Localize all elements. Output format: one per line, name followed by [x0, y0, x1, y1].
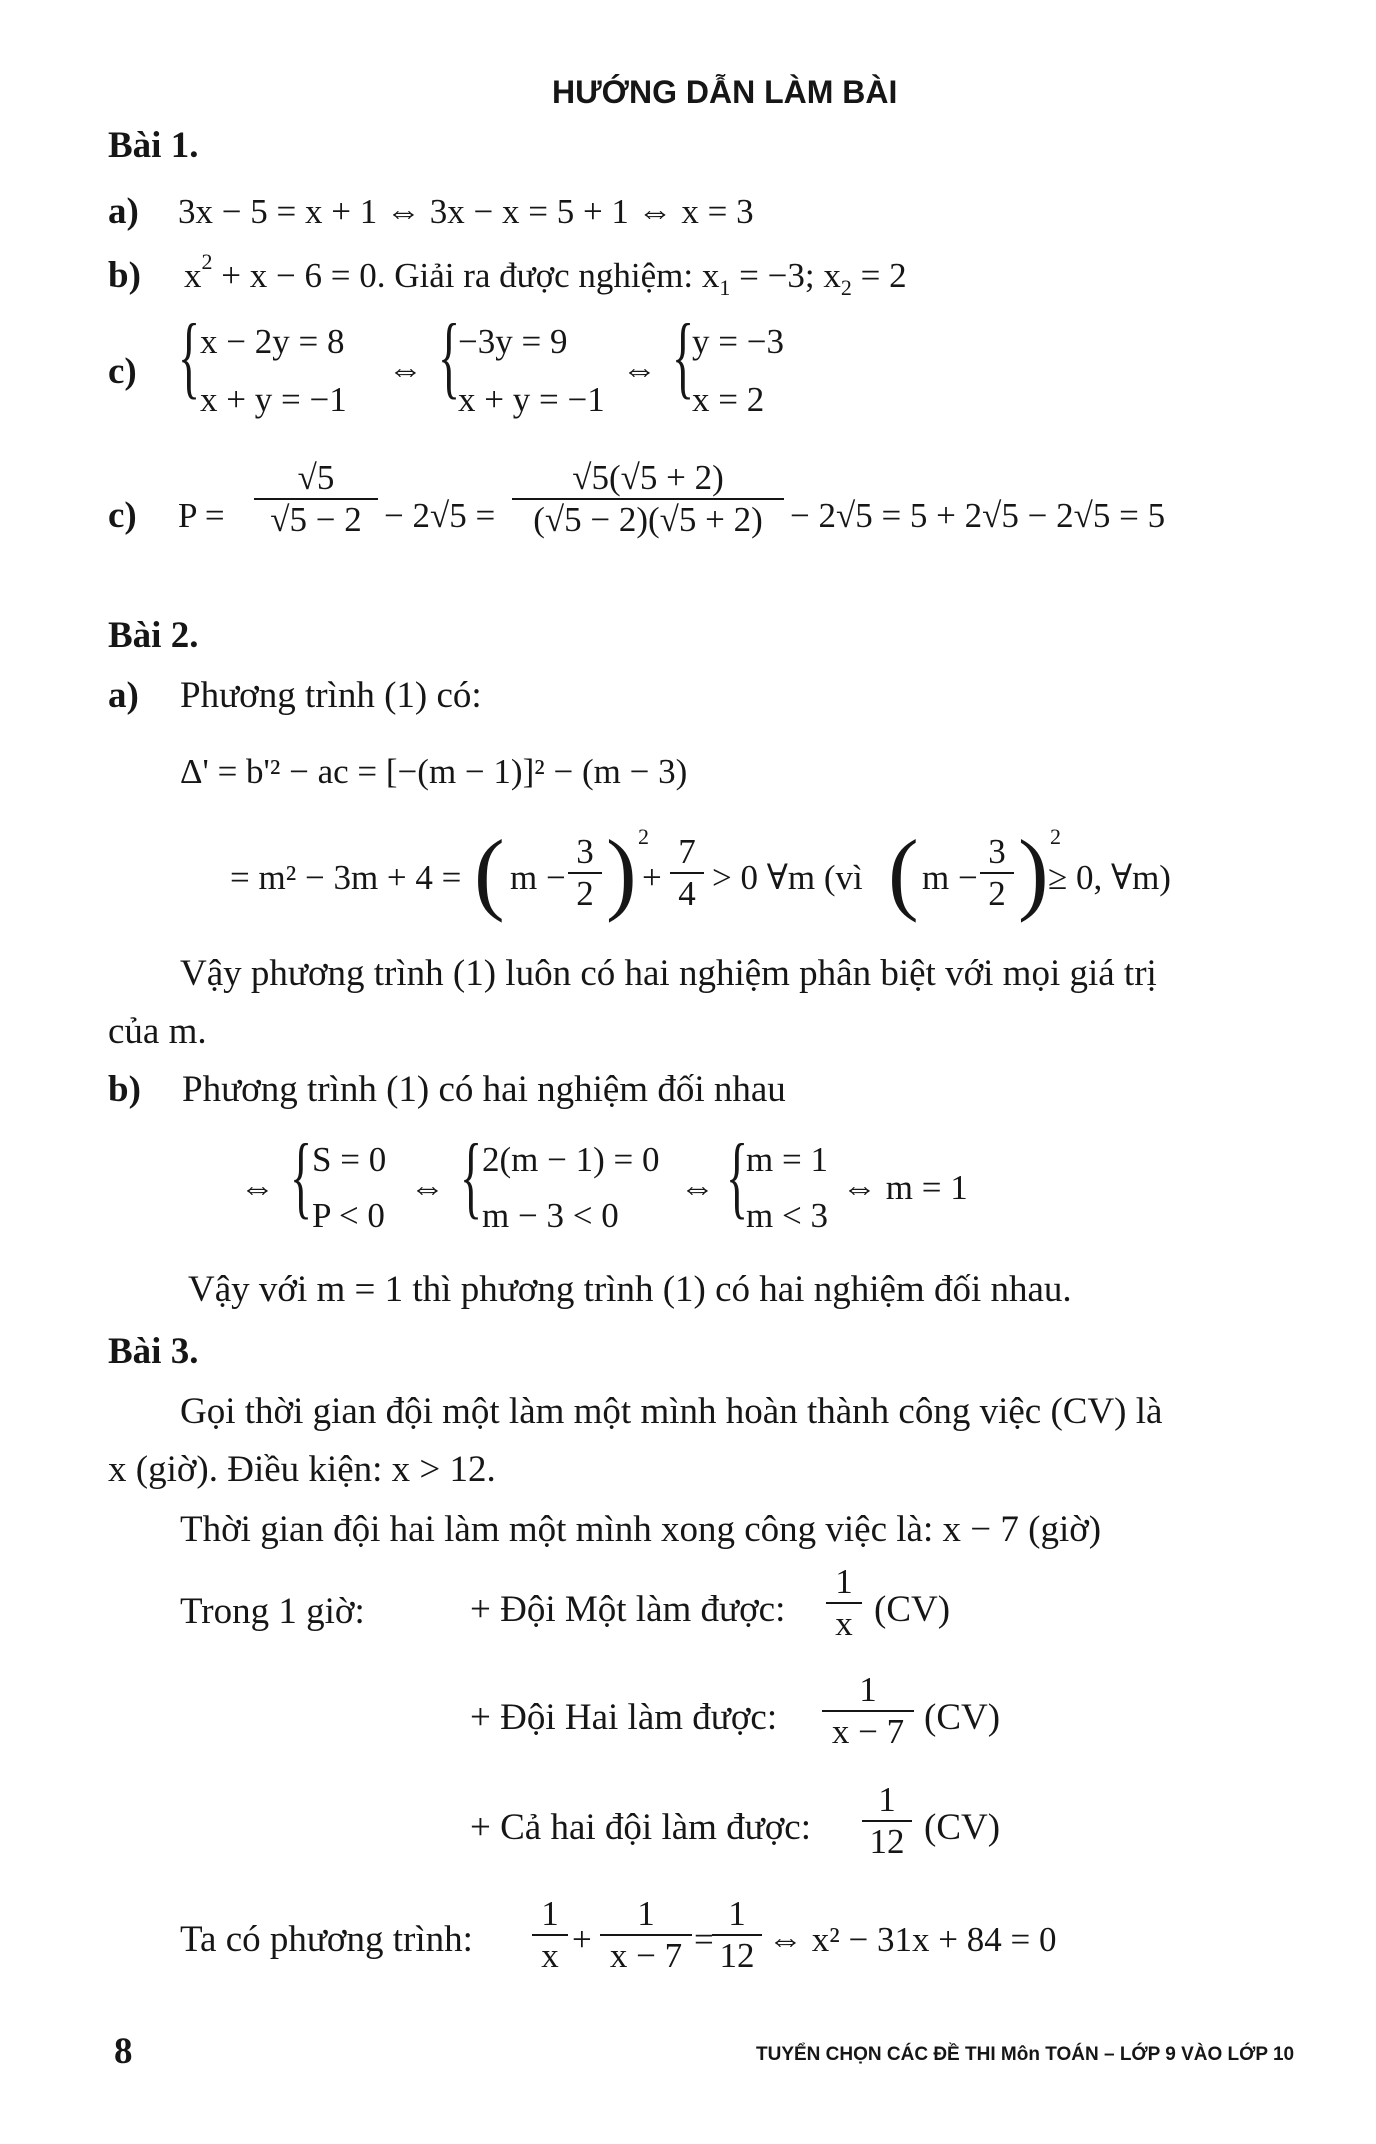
fraction-rationalize	[512, 458, 784, 540]
fraction-rate3	[862, 1780, 912, 1862]
bai1-b-equation	[184, 249, 907, 300]
bai1-a-equation: 3x − 5 = x + 1 ⇔ 3x − x = 5 + 1 ⇔ x = 3	[178, 192, 754, 231]
fraction-num: 1	[637, 1894, 655, 1933]
bai1-b-sub2: 2	[840, 275, 852, 300]
delta-line: Δ' = b'² − ac = [−(m − 1)]² − (m − 3)	[180, 752, 688, 791]
system-line: x + y = −1	[200, 380, 347, 419]
fraction-num: 3	[576, 832, 594, 871]
fraction-num: 7	[678, 832, 696, 871]
fraction-7-4	[670, 832, 704, 914]
bai1-d-label: c)	[108, 495, 137, 536]
fraction-eq3	[712, 1894, 762, 1976]
paren-open-icon: (	[474, 821, 505, 923]
equiv-symbol: ⇔	[622, 350, 657, 389]
bai2-b-intro: Phương trình (1) có hai nghiệm đối nhau	[182, 1069, 786, 1110]
inequality-note: > 0 ∀m (vì	[712, 858, 863, 897]
fraction-num: 3	[988, 832, 1006, 871]
fraction-num: 1	[835, 1562, 853, 1601]
paren-content: m −	[510, 858, 566, 897]
fraction-3-2	[980, 832, 1014, 914]
square-exponent: 2	[638, 824, 649, 849]
bai2-b-label: b)	[108, 1069, 141, 1110]
bai1-b-label: b)	[108, 255, 141, 296]
plus-sign: +	[572, 1920, 592, 1959]
rate-both-label: + Cả hai đội làm được:	[470, 1807, 812, 1848]
fraction-den: 12	[712, 1934, 762, 1976]
fraction-num: 1	[878, 1780, 896, 1819]
plus-sign: +	[642, 858, 662, 897]
fraction-eq1	[532, 1894, 568, 1976]
equiv-symbol: ⇔	[240, 1168, 275, 1207]
fraction-den: 4	[670, 872, 704, 914]
equation-result: ⇔ x² − 31x + 84 = 0	[768, 1920, 1057, 1959]
fraction-3-2	[568, 832, 602, 914]
bai1-c-label: c)	[108, 351, 137, 392]
fraction-den: 2	[568, 872, 602, 914]
equals-sign: =	[694, 1920, 714, 1959]
page-title: HƯỚNG DẪN LÀM BÀI	[552, 74, 898, 110]
fraction-den: 12	[862, 1820, 912, 1862]
square-exponent: 2	[1050, 824, 1061, 849]
equation-label: Ta có phương trình:	[180, 1919, 473, 1960]
paren-close-icon: )	[1018, 821, 1049, 923]
fraction-num: 1	[859, 1670, 877, 1709]
bai3-paragraph1-cont: x (giờ). Điều kiện: x > 12.	[108, 1449, 496, 1490]
fraction-num: √5(√5 + 2)	[572, 458, 724, 497]
bai1-b-mid: = −3; x	[730, 256, 841, 295]
brace-icon: {	[460, 1125, 483, 1227]
brace-icon: {	[672, 305, 695, 407]
page-number: 8	[114, 2031, 133, 2072]
brace-icon: {	[438, 305, 461, 407]
fraction-num: 1	[541, 1894, 559, 1933]
bai1-b-rest: + x − 6 = 0. Giải ra được nghiệm: x	[212, 256, 720, 295]
bai2-a-conclusion-cont: của m.	[108, 1011, 207, 1052]
nonneg-note: ≥ 0, ∀m)	[1048, 858, 1171, 897]
fraction-num: 1	[728, 1894, 746, 1933]
system-line: x = 2	[692, 380, 765, 419]
fraction-eq2	[600, 1894, 692, 1976]
brace-icon: {	[290, 1125, 313, 1227]
paren-close-icon: )	[606, 821, 637, 923]
system-line: S = 0	[312, 1140, 387, 1179]
cv-unit: (CV)	[924, 1807, 1001, 1848]
fraction-den: x − 7	[822, 1710, 914, 1752]
system-line: P < 0	[312, 1196, 385, 1235]
result: ⇔ m = 1	[842, 1168, 968, 1207]
cv-unit: (CV)	[874, 1589, 951, 1630]
bai1-a-label: a)	[108, 191, 139, 232]
system-line: 2(m − 1) = 0	[482, 1140, 660, 1179]
equiv-symbol: ⇔	[680, 1168, 715, 1207]
fraction-rate1	[826, 1562, 862, 1644]
bai2-a-conclusion: Vậy phương trình (1) luôn có hai nghiệm phân biệt với mọi giá trị	[180, 953, 1157, 994]
equiv-symbol: ⇔	[410, 1168, 445, 1207]
brace-icon: {	[726, 1125, 749, 1227]
fraction-den: (√5 − 2)(√5 + 2)	[512, 498, 784, 540]
book-title: TUYỂN CHỌN CÁC ĐỀ THI Môn TOÁN – LỚP 9 VÀO LỚP 10	[756, 2044, 1295, 2065]
fraction-sqrt5	[254, 458, 378, 540]
rate-team1-label: + Đội Một làm được:	[470, 1589, 786, 1630]
system-line: x − 2y = 8	[200, 322, 345, 361]
paren-content: m −	[922, 858, 978, 897]
bai3-paragraph2: Thời gian đội hai làm một mình xong công việc là: x − 7 (giờ)	[180, 1509, 1102, 1550]
bai2-heading: Bài 2.	[108, 615, 199, 656]
paren-open-icon: (	[888, 821, 919, 923]
bai1-b-base: x	[184, 256, 202, 295]
bai3-paragraph1: Gọi thời gian đội một làm một mình hoàn thành công việc (CV) là	[180, 1391, 1163, 1432]
system-line: m − 3 < 0	[482, 1196, 619, 1235]
rate-team2-label: + Đội Hai làm được:	[470, 1697, 778, 1738]
bai3-heading: Bài 3.	[108, 1331, 199, 1372]
brace-icon: {	[178, 305, 201, 407]
bai1-b-exp: 2	[201, 249, 213, 274]
system-line: y = −3	[692, 322, 784, 361]
per-hour-label: Trong 1 giờ:	[180, 1591, 365, 1632]
fraction-den: x	[532, 1934, 568, 1976]
system-line: −3y = 9	[458, 322, 568, 361]
cv-unit: (CV)	[924, 1697, 1001, 1738]
bai1-b-sub1: 1	[719, 275, 731, 300]
system-line: m < 3	[746, 1196, 828, 1235]
system-line: x + y = −1	[458, 380, 605, 419]
p-end: − 2√5 = 5 + 2√5 − 2√5 = 5	[790, 496, 1166, 535]
bai1-b-end: = 2	[851, 256, 907, 295]
fraction-den: 2	[980, 872, 1014, 914]
p-label: P =	[178, 496, 225, 535]
p-mid: − 2√5 =	[384, 496, 496, 535]
fraction-den: x	[826, 1602, 862, 1644]
equiv-symbol: ⇔	[388, 350, 423, 389]
fraction-num: √5	[297, 458, 335, 497]
fraction-rate2	[822, 1670, 914, 1752]
bai1-heading: Bài 1.	[108, 125, 199, 166]
bai2-a-label: a)	[108, 675, 139, 716]
bai2-a-intro: Phương trình (1) có:	[180, 675, 482, 716]
fraction-den: x − 7	[600, 1934, 692, 1976]
fraction-den: √5 − 2	[254, 498, 378, 540]
system-line: m = 1	[746, 1140, 828, 1179]
bai2-b-conclusion: Vậy với m = 1 thì phương trình (1) có hai nghiệm đối nhau.	[188, 1269, 1072, 1310]
delta-line2-start: = m² − 3m + 4 =	[230, 858, 462, 897]
